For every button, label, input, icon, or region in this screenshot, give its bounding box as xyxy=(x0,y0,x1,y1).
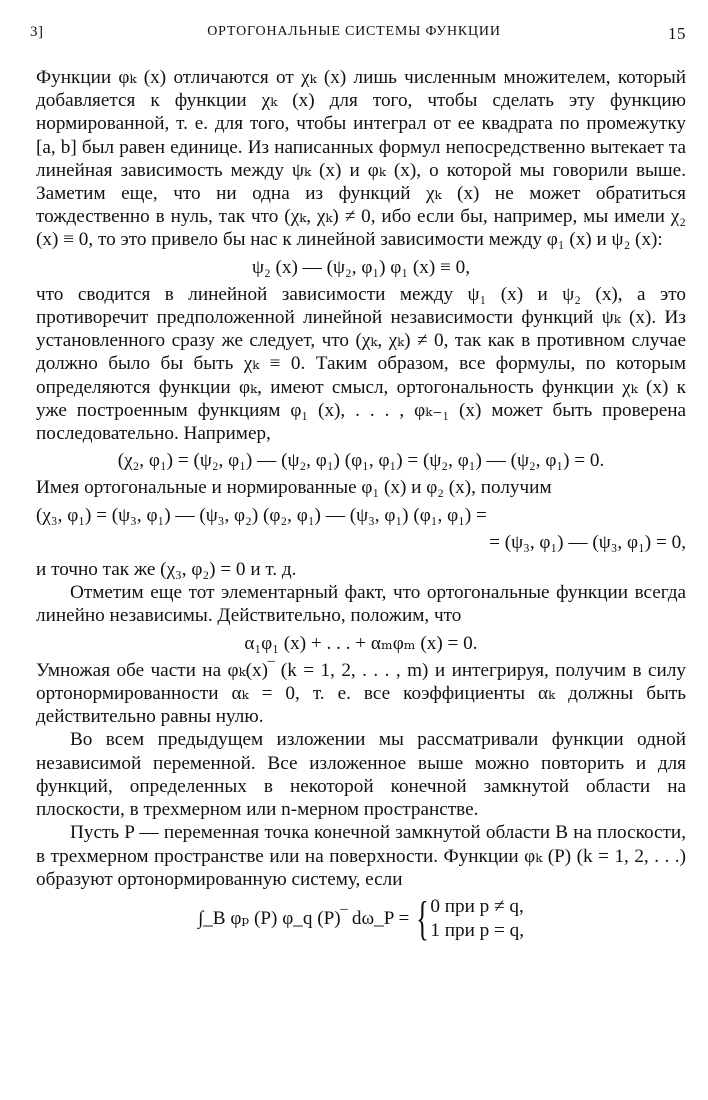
paragraph-8: Пусть P — переменная точка конечной замкнутой области B на плоскости, в трехмерном пространстве или на поверхности. Функции φₖ (P) (k = 1, 2, . . .) образуют ортонормированную систему, если xyxy=(36,822,686,890)
main-text xyxy=(36,66,686,943)
left-brace: { xyxy=(416,891,430,945)
formula-3b: = (ψ₃, φ₁) — (ψ₃, φ₁) = 0, xyxy=(489,531,686,553)
paragraph-1: Функции φₖ (x) отличаются от χₖ (x) лишь численным множителем, который добавляется к функции χₖ (x) для того, чтобы сделать эту функцию нормированной, т. е. для того, чтобы интеграл от ее квадрата по промежутку [a, b] был равен единице. Из написанных формул непосредственно вытекает та линейная зависимость между ψₖ (x) и φₖ (x), о которой мы говорили выше. Заметим еще, что ни одна из функций χₖ (x) не может обратиться тождественно в нуль, так что (χₖ, χₖ) ≠ 0, ибо если бы, например, мы имели χ₂ (x) ≡ 0, то это привело бы нас к линейной зависимости между φ₁ (x) и ψ₂ (x): xyxy=(36,67,686,251)
formula-5-lhs: ∫_B φₚ (P) φ_q (P)‾ dω_P = xyxy=(197,908,410,930)
formula-1: ψ₂ (x) — (ψ₂, φ₁) φ₁ (x) ≡ 0, xyxy=(251,256,471,278)
formula-5-case-1: 0 при p ≠ q, xyxy=(430,895,524,917)
formula-5-case-2: 1 при p = q, xyxy=(430,919,525,941)
formula-3a: (χ₃, φ₁) = (ψ₃, φ₁) — (ψ₃, φ₂) (φ₂, φ₁) — (ψ₃, φ₁) (φ₁, φ₁) = xyxy=(36,504,487,526)
formula-2: (χ₂, φ₁) = (ψ₂, φ₁) — (ψ₂, φ₁) (φ₁, φ₁) = (ψ₂, φ₁) — (ψ₂, φ₁) = 0. xyxy=(117,450,605,472)
paragraph-4: и точно так же (χ₃, φ₂) = 0 и т. д. xyxy=(36,559,297,581)
section-number: 3] xyxy=(30,24,44,40)
paragraph-5: Отметим еще тот элементарный факт, что ортогональные функции всегда линейно независимы. Действительно, положим, что xyxy=(36,582,686,627)
paragraph-3: Имея ортогональные и нормированные φ₁ (x) и φ₂ (x), получим xyxy=(36,477,552,499)
paragraph-6: Умножая обе части на φₖ(x)‾ (k = 1, 2, . . . , m) и интегрируя, получим в силу ортонормированности αₖ = 0, т. е. все коэффициенты αₖ должны быть действительно равны нулю. xyxy=(36,659,686,728)
formula-5-cases xyxy=(430,895,524,943)
formula-4: α₁φ₁ (x) + . . . + αₘφₘ (x) = 0. xyxy=(244,632,478,654)
paragraph-7: Во всем предыдущем изложении мы рассматривали функции одной независимой переменной. Все изложенное выше можно повторить и для функций, определенных в некоторой конечной замкнутой области на плоскости, в трехмерном или n-мерном пространстве. xyxy=(36,729,686,821)
running-title: ОРТОГОНАЛЬНЫЕ СИСТЕМЫ ФУНКЦИИ xyxy=(207,24,501,39)
formula-5 xyxy=(36,891,686,945)
page-number: 15 xyxy=(668,24,686,43)
paragraph-2: что сводится в линейной зависимости между ψ₁ (x) и ψ₂ (x), а это противоречит предположенной линейной независимости функций ψₖ (x). Из установленного сразу же следует, что (χₖ, χₖ) ≠ 0, так как в противном случае должно было бы быть χₖ ≡ 0. Таким образом, все формулы, по которым определяются функции φₖ, имеют смысл, ортогональность функции χₖ (x) к уже построенным функциям φ₁ (x), . . . , φₖ₋₁ (x) может быть проверена последовательно. Например, xyxy=(36,283,686,445)
